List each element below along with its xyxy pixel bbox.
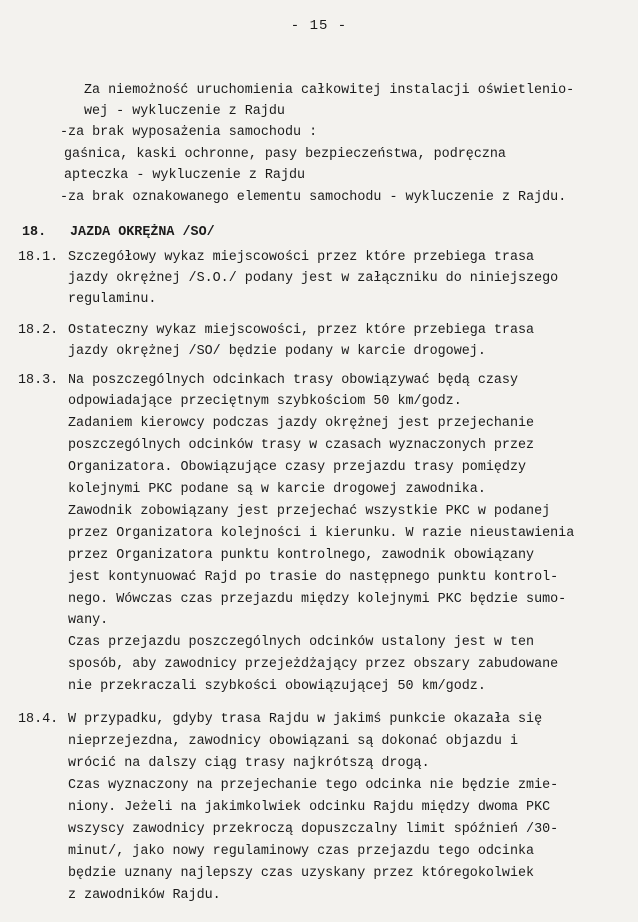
item-line: wrócić na dalszy ciąg trasy najkrótszą drogą.: [68, 756, 430, 771]
item-number: 18.1.: [18, 250, 59, 265]
item-line: Na poszczególnych odcinkach trasy obowiązywać będą czasy: [68, 373, 518, 388]
item-line: wany.: [68, 613, 109, 628]
item-line: jazdy okrężnej /S.O./ podany jest w załączniku do niniejszego: [68, 271, 559, 286]
intro-line: apteczka - wykluczenie z Rajdu: [64, 168, 306, 183]
item-line: jazdy okrężnej /SO/ będzie podany w karcie drogowej.: [68, 344, 486, 359]
section-title: JAZDA OKRĘŻNA /SO/: [70, 225, 215, 240]
item-line: niony. Jeżeli na jakimkolwiek odcinku Rajdu między dwoma PKC: [68, 800, 551, 815]
item-line: nieprzejezdna, zawodnicy obowiązani są dokonać objazdu i: [68, 734, 518, 749]
item-line: Czas przejazdu poszczególnych odcinków ustalony jest w ten: [68, 635, 535, 650]
intro-line: -za brak wyposażenia samochodu :: [60, 125, 318, 140]
item-line: Zadaniem kierowcy podczas jazdy okrężnej jest przejechanie: [68, 416, 535, 431]
item-line: poszczególnych odcinków trasy w czasach wyznaczonych przez: [68, 438, 535, 453]
item-line: Czas wyznaczony na przejechanie tego odcinka nie będzie zmie-: [68, 778, 559, 793]
intro-line: gaśnica, kaski ochronne, pasy bezpieczeństwa, podręczna: [64, 147, 506, 162]
item-line: przez Organizatora kolejności i kierunku. W razie nieustawienia: [68, 526, 575, 541]
item-line: minut/, jako nowy regulaminowy czas przejazdu tego odcinka: [68, 844, 535, 859]
section-number: 18.: [22, 225, 47, 240]
item-line: Ostateczny wykaz miejscowości, przez które przebiega trasa: [68, 323, 535, 338]
intro-line: wej - wykluczenie z Rajdu: [84, 104, 285, 119]
item-line: jest kontynuować Rajd po trasie do następnego punktu kontrol-: [68, 570, 559, 585]
item-line: wszyscy zawodnicy przekroczą dopuszczalny limit spóźnień /30-: [68, 822, 559, 837]
item-line: nie przekraczali szybkości obowiązującej 50 km/godz.: [68, 679, 486, 694]
item-line: przez Organizatora punktu kontrolnego, zawodnik obowiązany: [68, 548, 535, 563]
item-number: 18.2.: [18, 323, 59, 338]
intro-line: -za brak oznakowanego elementu samochodu - wykluczenie z Rajdu.: [60, 190, 567, 205]
item-line: sposób, aby zawodnicy przejeżdżający przez obszary zabudowane: [68, 657, 559, 672]
item-line: będzie uznany najlepszy czas uzyskany przez któregokolwiek: [68, 866, 535, 881]
item-number: 18.3.: [18, 373, 59, 388]
item-line: Szczegółowy wykaz miejscowości przez które przebiega trasa: [68, 250, 535, 265]
item-number: 18.4.: [18, 712, 59, 727]
intro-line: Za niemożność uruchomienia całkowitej instalacji oświetlenio-: [84, 83, 575, 98]
item-line: kolejnymi PKC podane są w karcie drogowej zawodnika.: [68, 482, 486, 497]
item-line: Organizatora. Obowiązujące czasy przejazdu trasy pomiędzy: [68, 460, 527, 475]
page-number: - 15 -: [290, 18, 348, 34]
item-line: W przypadku, gdyby trasa Rajdu w jakimś punkcie okazała się: [68, 712, 543, 727]
item-line: nego. Wówczas czas przejazdu między kolejnymi PKC będzie sumo-: [68, 592, 567, 607]
item-line: regulaminu.: [68, 292, 157, 307]
item-line: Zawodnik zobowiązany jest przejechać wszystkie PKC w podanej: [68, 504, 551, 519]
item-line: z zawodników Rajdu.: [68, 888, 221, 903]
item-line: odpowiadające przeciętnym szybkościom 50 km/godz.: [68, 394, 462, 409]
